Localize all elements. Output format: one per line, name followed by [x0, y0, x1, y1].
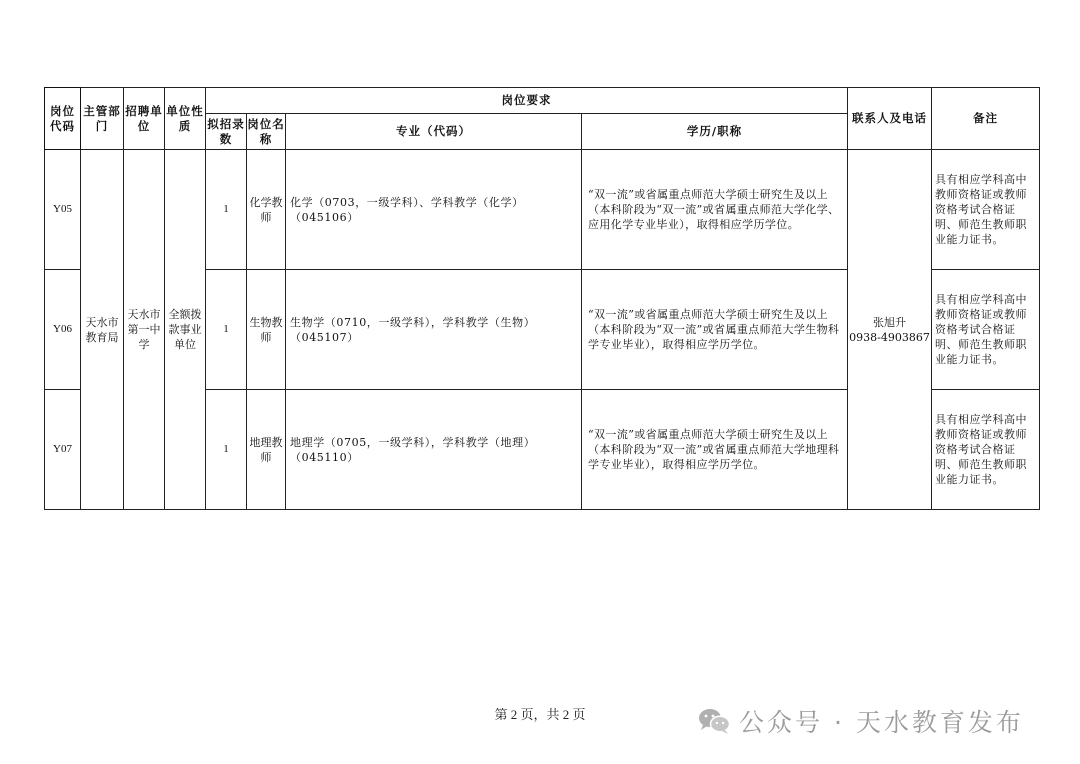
post-name: 生物教师: [247, 270, 286, 390]
watermark: [697, 703, 1024, 739]
header-nature: 单位性质: [165, 88, 206, 150]
dept-cell: 天水市教育局: [81, 150, 124, 510]
header-employer: 招聘单位: [124, 88, 165, 150]
education-cell: “双一流”或省属重点师范大学硕士研究生及以上（本科阶段为“双一流”或省属重点师范大学生物科学专业毕业），取得相应学历学位。: [582, 270, 848, 390]
contact-name: 张旭升: [873, 315, 906, 329]
post-name: 化学教师: [247, 150, 286, 270]
post-code: Y05: [45, 150, 81, 270]
header-remark: 备注: [932, 88, 1040, 150]
post-code: Y06: [45, 270, 81, 390]
header-dept: 主管部门: [81, 88, 124, 150]
header-contact: 联系人及电话: [848, 88, 932, 150]
table-row: [45, 150, 1040, 270]
hire-count: 1: [206, 390, 247, 510]
major-cell: 生物学（0710，一级学科），学科教学（生物）（045107）: [286, 270, 582, 390]
header-requirements: 岗位要求: [206, 88, 848, 114]
wechat-icon: [697, 707, 731, 735]
hire-count: 1: [206, 150, 247, 270]
header-major: 专业（代码）: [286, 114, 582, 150]
header-count: 拟招录数: [206, 114, 247, 150]
header-code: 岗位代码: [45, 88, 81, 150]
remark-cell: 具有相应学科高中教师资格证或教师资格考试合格证明、师范生教师职业能力证书。: [932, 390, 1040, 510]
post-code: Y07: [45, 390, 81, 510]
header-education: 学历/职称: [582, 114, 848, 150]
hire-count: 1: [206, 270, 247, 390]
major-cell: 化学（0703，一级学科）、学科教学（化学）（045106）: [286, 150, 582, 270]
education-cell: “双一流”或省属重点师范大学硕士研究生及以上（本科阶段为“双一流”或省属重点师范大学地理科学专业毕业），取得相应学历学位。: [582, 390, 848, 510]
major-cell: 地理学（0705，一级学科），学科教学（地理）（045110）: [286, 390, 582, 510]
watermark-text: 公众号 · 天水教育发布: [739, 708, 1024, 737]
header-post-name: 岗位名称: [247, 114, 286, 150]
contact-cell: [848, 150, 932, 510]
contact-phone: 0938-4903867: [849, 330, 930, 344]
post-name: 地理教师: [247, 390, 286, 510]
education-cell: “双一流”或省属重点师范大学硕士研究生及以上（本科阶段为“双一流”或省属重点师范大学化学、应用化学专业毕业），取得相应学历学位。: [582, 150, 848, 270]
page-number: 第 2 页，共 2 页: [494, 707, 586, 722]
remark-cell: 具有相应学科高中教师资格证或教师资格考试合格证明、师范生教师职业能力证书。: [932, 150, 1040, 270]
recruitment-table: [44, 87, 1040, 510]
remark-cell: 具有相应学科高中教师资格证或教师资格考试合格证明、师范生教师职业能力证书。: [932, 270, 1040, 390]
nature-cell: 全额拨款事业单位: [165, 150, 206, 510]
employer-cell: 天水市第一中学: [124, 150, 165, 510]
